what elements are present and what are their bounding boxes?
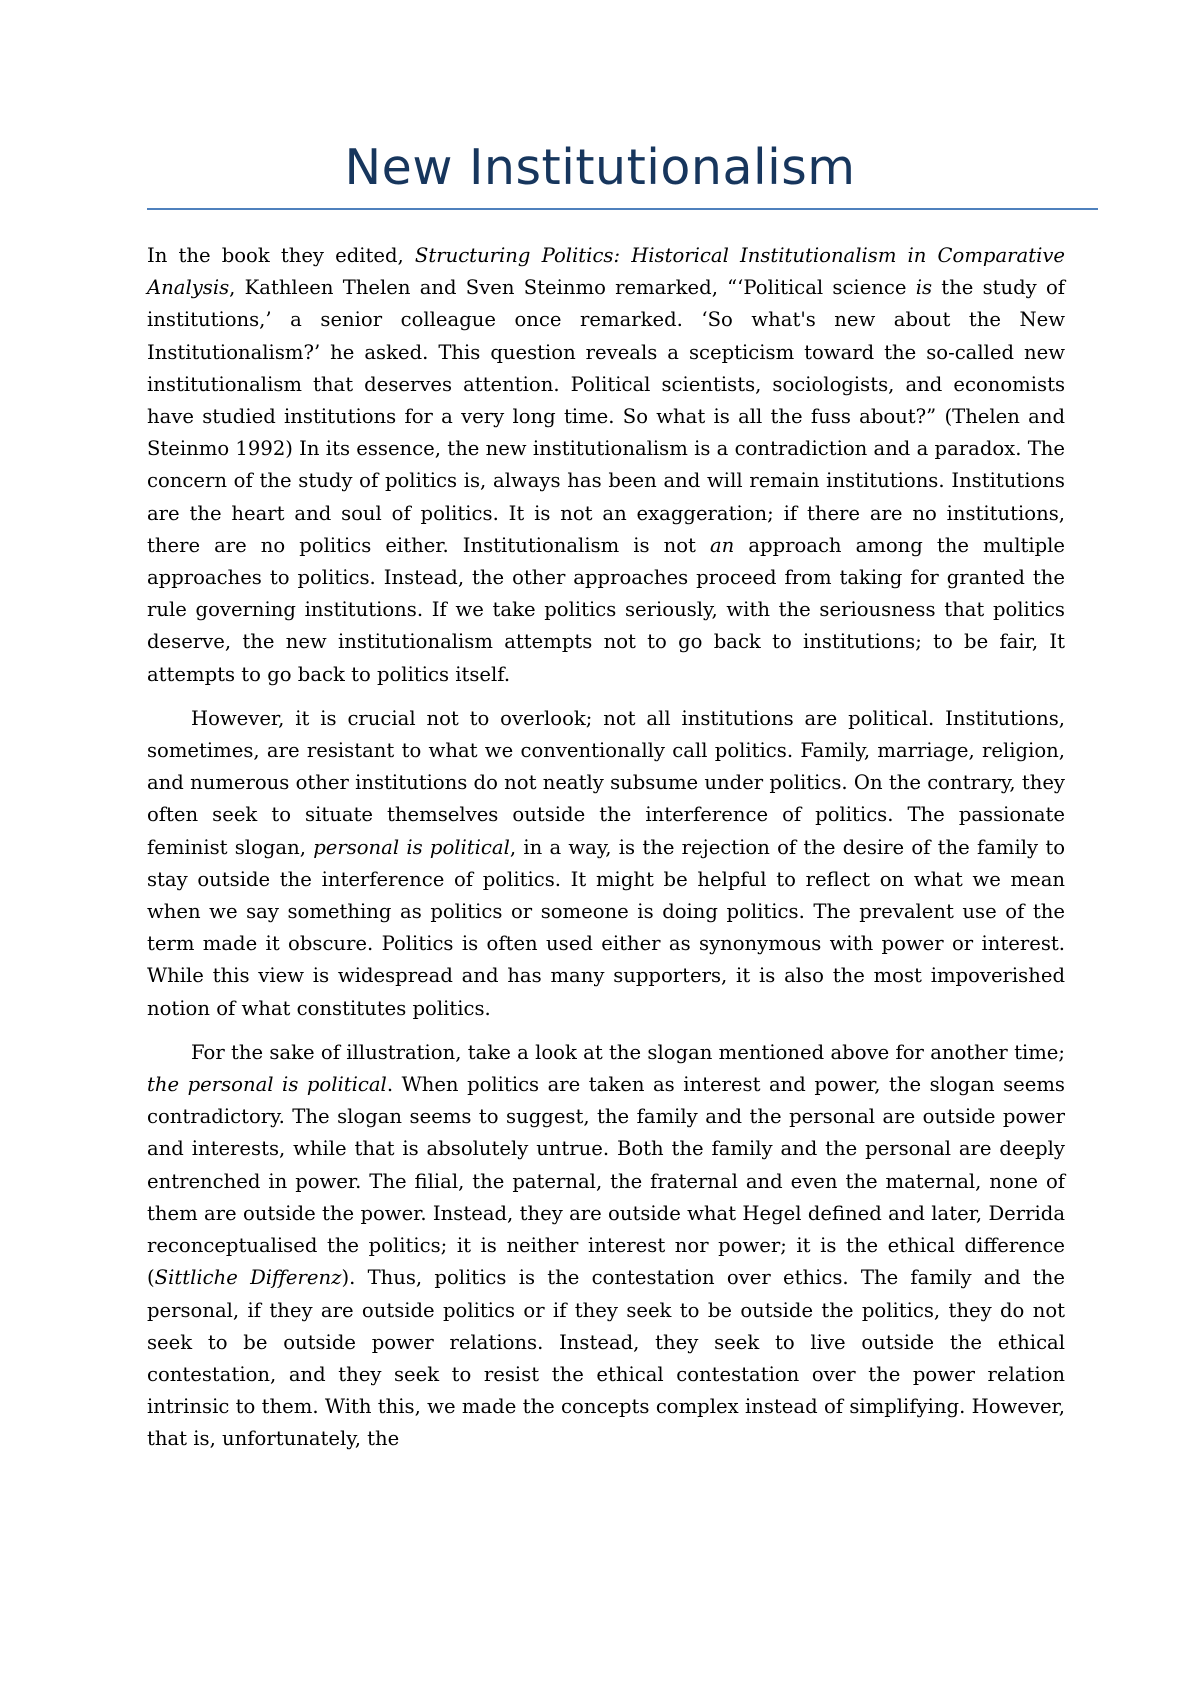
book-title: Structuring Politics: Historical Institutionalism in Comparative Analysis — [147, 244, 1065, 300]
paragraph-3 — [147, 1037, 1065, 1456]
text-run: the study of institutions,’ a senior colleague once remarked. ‘So what's new about the New Institutionalism?’ he asked. This question reveals a scepticism toward the so-called new institutionalism that deserves attention. Political scientists, sociologists, and economists have studied institutions for a very long time. So what is all the fuss about?” (Thelen and Steinmo 1992) In its essence, the new institutionalism is a contradiction and a paradox. The concern of the study of politics is, always has been and will remain institutions. Institutions are the heart and soul of politics. It is not an exaggeration; if there are no institutions, there are no politics either. Institutionalism is not — [147, 276, 1065, 557]
emphasis: an — [709, 533, 735, 557]
title-underline — [147, 208, 1098, 210]
text-run: . When politics are taken as interest and power, the slogan seems contradictory. The slogan seems to suggest, the family and the personal are outside power and interests, while that is absolutely untrue. Both the family and the personal are deeply entrenched in power. The filial, the paternal, the fraternal and even the maternal, none of them are outside the power. Instead, they are outside what Hegel defined and later, Derrida reconceptualised the politics; it is neither interest nor power; it is the ethical difference ( — [147, 1073, 1065, 1290]
paragraph-2 — [147, 703, 1065, 1025]
text-run: In the book they edited, — [147, 244, 415, 267]
page-title: New Institutionalism — [344, 139, 856, 196]
emphasis: personal is political — [313, 835, 510, 859]
text-run: ). Thus, politics is the contestation over ethics. The family and the personal, if they are outside politics or if they seek to be outside the politics, they do not seek to be outside power relations. Instead, they seek to live outside the ethical contestation, and they seek to resist the ethical contestation over the power relation intrinsic to them. With this, we made the concepts complex instead of simplifying. However, that is, unfortunately, the — [147, 1266, 1065, 1451]
emphasis: Sittliche Differenz — [154, 1266, 342, 1290]
text-run: , Kathleen Thelen and Sven Steinmo remarked, “‘Political science — [229, 276, 916, 300]
emphasis: the personal is political — [147, 1073, 387, 1097]
text-run: approach among the multiple approaches to politics. Instead, the other approaches proceed from taking for granted the rule governing institutions. If we take politics seriously, with the seriousness that politics deserve, the new institutionalism attempts not to go back to institutions; to be fair, It attempts to go back to politics itself. — [147, 533, 1066, 686]
text-run: However, it is crucial not to overlook; not all institutions are political. Institutions, sometimes, are resistant to what we conventionally call politics. Family, marriage, religion, and numerous other institutions do not neatly subsume under politics. On the contrary, they often seek to situate themselves outside the interference of politics. The passionate feminist slogan, — [147, 706, 1065, 859]
document-body — [147, 240, 1065, 1468]
text-run: For the sake of illustration, take a look at the slogan mentioned above for another time; — [191, 1040, 1065, 1064]
text-run: , in a way, is the rejection of the desire of the family to stay outside the interference of politics. It might be helpful to reflect on what we mean when we say something as politics or someone is doing politics. The prevalent use of the term made it obscure. Politics is often used either as synonymous with power or interest. While this view is widespread and has many supporters, it is also the most impoverished notion of what constitutes politics. — [147, 835, 1066, 1020]
paragraph-1 — [147, 240, 1065, 691]
emphasis: is — [915, 276, 933, 300]
